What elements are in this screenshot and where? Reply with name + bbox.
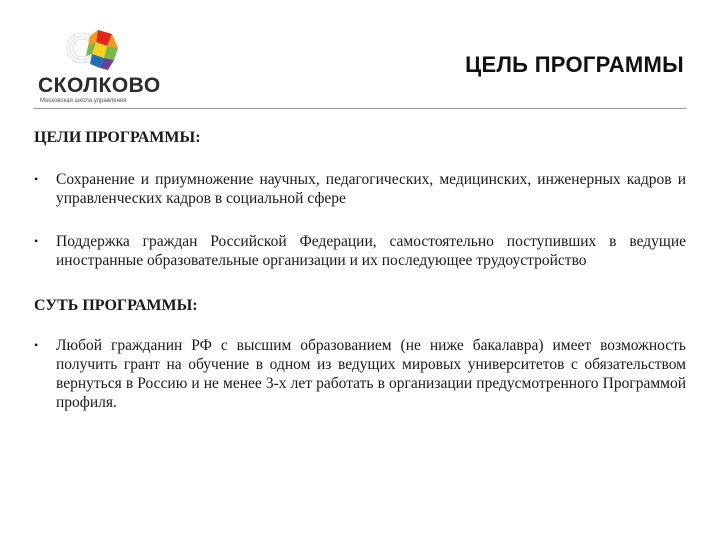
list-item bbox=[34, 170, 686, 208]
bullet-text: Поддержка граждан Российской Федерации, самостоятельно поступивших в ведущие иностранные образовательные организации и их последующее трудоустройство bbox=[56, 233, 686, 269]
bullet-icon: • bbox=[34, 338, 39, 352]
bullet-text: Любой гражданин РФ с высшим образованием (не ниже бакалавра) имеет возможность получить грант на обучение в одном из ведущих мировых университетов с обязательством вернуться в Россию и не менее 3-х лет работать в организации предусмотренного Программой профиля. bbox=[56, 337, 686, 411]
section-heading-essence: СУТЬ ПРОГРАММЫ: bbox=[34, 297, 198, 314]
bullet-icon: • bbox=[34, 234, 39, 248]
list-item bbox=[34, 232, 686, 270]
goals-list bbox=[34, 170, 686, 270]
section-heading-goals: ЦЕЛИ ПРОГРАММЫ: bbox=[34, 129, 201, 146]
skolkovo-logo bbox=[36, 26, 161, 106]
slide-title: ЦЕЛЬ ПРОГРАММЫ bbox=[465, 52, 684, 77]
skolkovo-logo-mark-icon bbox=[60, 26, 120, 76]
logo-subtitle: Московская школа управления bbox=[40, 98, 127, 104]
divider bbox=[34, 108, 686, 109]
list-item bbox=[34, 336, 686, 412]
bullet-icon: • bbox=[34, 172, 39, 186]
bullet-text: Сохранение и приумножение научных, педагогических, медицинских, инженерных кадров и управленческих кадров в социальной сфере bbox=[56, 171, 686, 207]
slide-body bbox=[34, 128, 686, 412]
essence-list bbox=[34, 336, 686, 412]
logo-wordmark: СКОЛКОВО bbox=[38, 74, 161, 97]
